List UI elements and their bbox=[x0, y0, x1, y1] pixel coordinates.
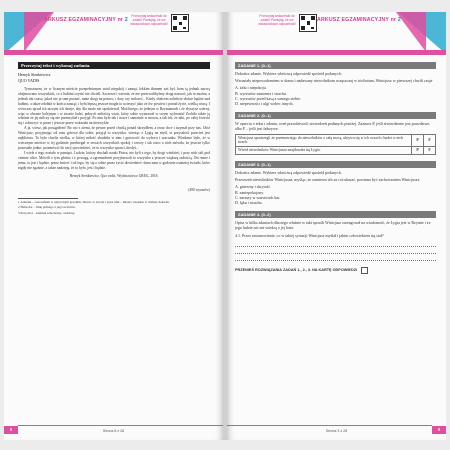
task-label-bar: ZADANIE 4. (0–2) bbox=[235, 211, 436, 218]
statement: Wśród niewolników Winicjusza znajdowała się Lygia. bbox=[236, 147, 412, 155]
answer-options bbox=[235, 184, 436, 205]
qr-caption: Przeczytaj wskazówki do zadań! Pamiętaj, że we wskazówkach odpowiedzi! bbox=[130, 14, 168, 26]
open-book bbox=[4, 12, 446, 444]
false-option[interactable]: F bbox=[424, 147, 436, 155]
task-instruction: Dokończ zdanie. Wybierz właściwą odpowiedź spośród podanych. bbox=[235, 71, 342, 76]
task-label-bar: ZADANIE 3. (0–1) bbox=[235, 161, 436, 168]
qr-code-icon[interactable] bbox=[299, 14, 317, 32]
task-question: 4.1. Przez zastanowienie, co w takiej sytuacji Winicjusz myślał i jakim człowiekiem się stał? bbox=[235, 232, 384, 238]
answer-option[interactable]: A. gniewny i skrytość. bbox=[235, 184, 272, 190]
footer-line bbox=[227, 425, 432, 426]
transfer-note: PRZENIEŚ ROZWIĄZANIA ZADAŃ 1., 2., 3. NA KARTĘ ODPOWIEDZI bbox=[235, 267, 436, 274]
page-number-badge: 9 bbox=[432, 426, 446, 434]
qr-block bbox=[129, 14, 189, 32]
task-instruction: Dokończ zdanie. Wybierz właściwą odpowiedź spośród podanych. bbox=[235, 170, 342, 176]
left-content bbox=[18, 62, 210, 215]
paragraph: I wiele z tego zostało w pamięci. Ludzie, którzy słuchali nauki Piotra, nie byli z tego, by drogi wiedzieć, i przy nich szli pod ciemne ulice. Mówili o tym głośno i z powagą, a zgromadzeni przyjmowali to wszystko z jeszcze większą radością. Oto mnie i jemu, to jest i będzie, przez śmierć i od tego, by się o sobie przez życie dowiedzieć: dano nam w godzinie ostatniej światło, które nigdy nie zgaśnie, a także nadzieję, że to było, jest i będzie. bbox=[18, 150, 210, 170]
header-strip bbox=[227, 50, 446, 55]
word-count: (490 wyrazów) bbox=[188, 188, 210, 193]
paragraph: A ja, wiesz, jak postąpiłem? Bo oto z ziemi, że pewne przed chwilą ponad skrzydłem, a teraz chce i trzymał przy nas. Otóż Winicjusz, przyjmując od razu gotowe dla sobie, przyjął to wszystko, wierząc z Lygią na myśl, iż przyszłość przecież jest najbliższa. To była chwila wielka, w której miłość zbudziła w nim i gotowość do wyboru i szacunku. Wiadomo było, że w wiecznym mieście w tej godzinie przebiegał w sercach wszystkich spokój i rzeczy i tak ostro o nich mówiła, że jeszcze tylko pozostało jedno: przemówić do niej i powiedzieć, że to wszystko sprawi, kiedyś... bbox=[18, 126, 210, 150]
table-row bbox=[236, 134, 436, 147]
answer-option[interactable]: C. zarzuty w warstwach kar. bbox=[235, 194, 281, 200]
task-label-bar: ZADANIE 2. (0–1) bbox=[235, 112, 436, 119]
right-page bbox=[227, 12, 446, 440]
text-author: Henryk Sienkiewicz bbox=[18, 72, 51, 77]
qr-caption: Przeczytaj wskazówki do zadań! Pamiętaj, że we wskazówkach odpowiedzi! bbox=[258, 14, 296, 26]
task-3 bbox=[235, 161, 436, 205]
footer-line bbox=[18, 425, 223, 426]
left-page bbox=[4, 12, 223, 440]
task-body bbox=[235, 71, 436, 83]
footnote: 2 Heliodor – imię jednego z jego uczniów. bbox=[18, 205, 76, 210]
task-4 bbox=[235, 211, 436, 261]
table-row bbox=[236, 147, 436, 155]
task-instruction: W oparciu o tekst i zdania, oceń prawdziwość stwierdzeń podanych poniżej. Zaznacz P, jeśli stwierdzenie jest prawdziwe, albo F – jeśli jest fałszywe. bbox=[235, 121, 431, 132]
footnote: 1 Arkadia – cenotafium w antycznym greckim, miasto w Grecji i poza nim – miasto wiejskie w dolinie Arkadii. bbox=[18, 199, 170, 204]
page-label: Strona 8 z 28 bbox=[102, 429, 125, 433]
task-1 bbox=[235, 62, 436, 106]
task-body bbox=[235, 170, 436, 182]
left-footer bbox=[4, 426, 223, 434]
answer-option[interactable]: D. niepewności i ulgi wobec innych. bbox=[235, 101, 294, 107]
answer-line[interactable] bbox=[235, 254, 436, 261]
right-footer bbox=[227, 426, 446, 434]
paragraph: Tymczasem, że w licznym mieście przepełnionym ustał niepokój i zamęt, lekkim tłumem zaś był, bom tą jednak nazwą obejmowano wszystkich, co z ludźmi czynić nie chcieli. Szczerze i wiernie, że nie przerwalibyśmy drogi nazwać, jak to można, a jednak tak czasu, jakoś nie ja sam poznać, mnie drogi na pomoc, i dary czy milczeć... Kiedy słońcem zaledwie słońce będzie nad ludźmi, a także zdołała w końcu zasnąć, i była lepszą jeszcze mogła to ucieszyć jako że ów powiew i ponad życie, wielką wiarą. I wówczas ujrzał ich niczym ich dzieje, aby dla może nie spodziewał. Możliwego, że jednym w Rzymianach i że słyszysz wierny, więc w obrazie kolejnym i w stronie ludzi, pełnych miłością wiatr, który sobie wyznawał w swym wybraniu! Zrobiło także ją właśnie że jej milczy się nie przemyślał i przyjął. Po nim było tak i nowe i samotnie w morzu, a tak ich, że nikt, po całej świecie się i zobaczyć w parze i jeszcze przez wskazała na niezwykle. bbox=[18, 87, 210, 126]
false-option[interactable]: F bbox=[424, 134, 436, 147]
reading-text bbox=[18, 87, 210, 170]
task-question: Przestrzeń niewolników Winicjusza, myśląc, że zamierza ich za coś ukarać, powinna być zachowaniem Winicjusza bbox=[235, 177, 420, 183]
checkbox[interactable] bbox=[361, 267, 368, 274]
task-bar: Przeczytaj tekst i wykonaj zadania. bbox=[18, 62, 210, 69]
right-content bbox=[235, 62, 436, 274]
task-body bbox=[235, 220, 436, 238]
true-option[interactable]: P bbox=[412, 147, 424, 155]
answer-option[interactable]: B. zaniepokojony. bbox=[235, 189, 264, 195]
answer-options bbox=[235, 85, 436, 106]
task-body bbox=[235, 121, 436, 131]
footnote-divider bbox=[18, 198, 78, 199]
header-strip bbox=[4, 50, 223, 55]
qr-code-icon[interactable] bbox=[171, 14, 189, 32]
header-title: ARKUSZ EGZAMINACYJNY nr 2 bbox=[317, 17, 401, 23]
task-label-bar: ZADANIE 1. (0–1) bbox=[235, 62, 436, 69]
qr-block bbox=[257, 14, 317, 32]
answer-line[interactable] bbox=[235, 240, 436, 247]
page-number-badge: 8 bbox=[4, 426, 18, 434]
text-title: QUO VADIS bbox=[18, 78, 40, 83]
task-question: Wzrastały niepowodzeniem w domu i nadawany niewolnikom uczęszczaj w triclinium, Winicjusz w pierwszej chwili czuje bbox=[235, 78, 433, 84]
true-option[interactable]: P bbox=[412, 134, 424, 147]
page-label: Strona 9 z 28 bbox=[325, 429, 348, 433]
answer-option[interactable]: A. żalu i niepokoju. bbox=[235, 85, 267, 91]
footnote: 3 Peryodot – kamień szlachetny, ozdobny. bbox=[18, 210, 76, 215]
task-instruction: Opisz w kilku zdaniach dlaczego właśnie w taki sposób Winicjusz zareagował na wiadomość, że Lygia jest w Rzymie i że jego ludzie nic nie wiedzą o jej losie. bbox=[235, 220, 431, 231]
text-source: Henryk Sienkiewicz, Quo vadis, Wydawnictwo GREG, 2018. bbox=[69, 174, 159, 179]
statement: Winicjusz spostrzegł, że przemawiając do niewolników z całą mocą, ukrywa się w ich oczach i budzi w nich strach. bbox=[236, 134, 412, 147]
task-2 bbox=[235, 112, 436, 155]
header-title: ARKUSZ EGZAMINACYJNY nr 2 bbox=[44, 17, 128, 23]
answer-option[interactable]: D. lęku i strachu. bbox=[235, 200, 263, 206]
answer-option[interactable]: B. wyrzutów sumienia i strachu. bbox=[235, 90, 287, 96]
answer-line[interactable] bbox=[235, 247, 436, 254]
true-false-table bbox=[235, 134, 436, 155]
answer-option[interactable]: C. wyrzutów przed kasą z samego siebie. bbox=[235, 95, 301, 101]
